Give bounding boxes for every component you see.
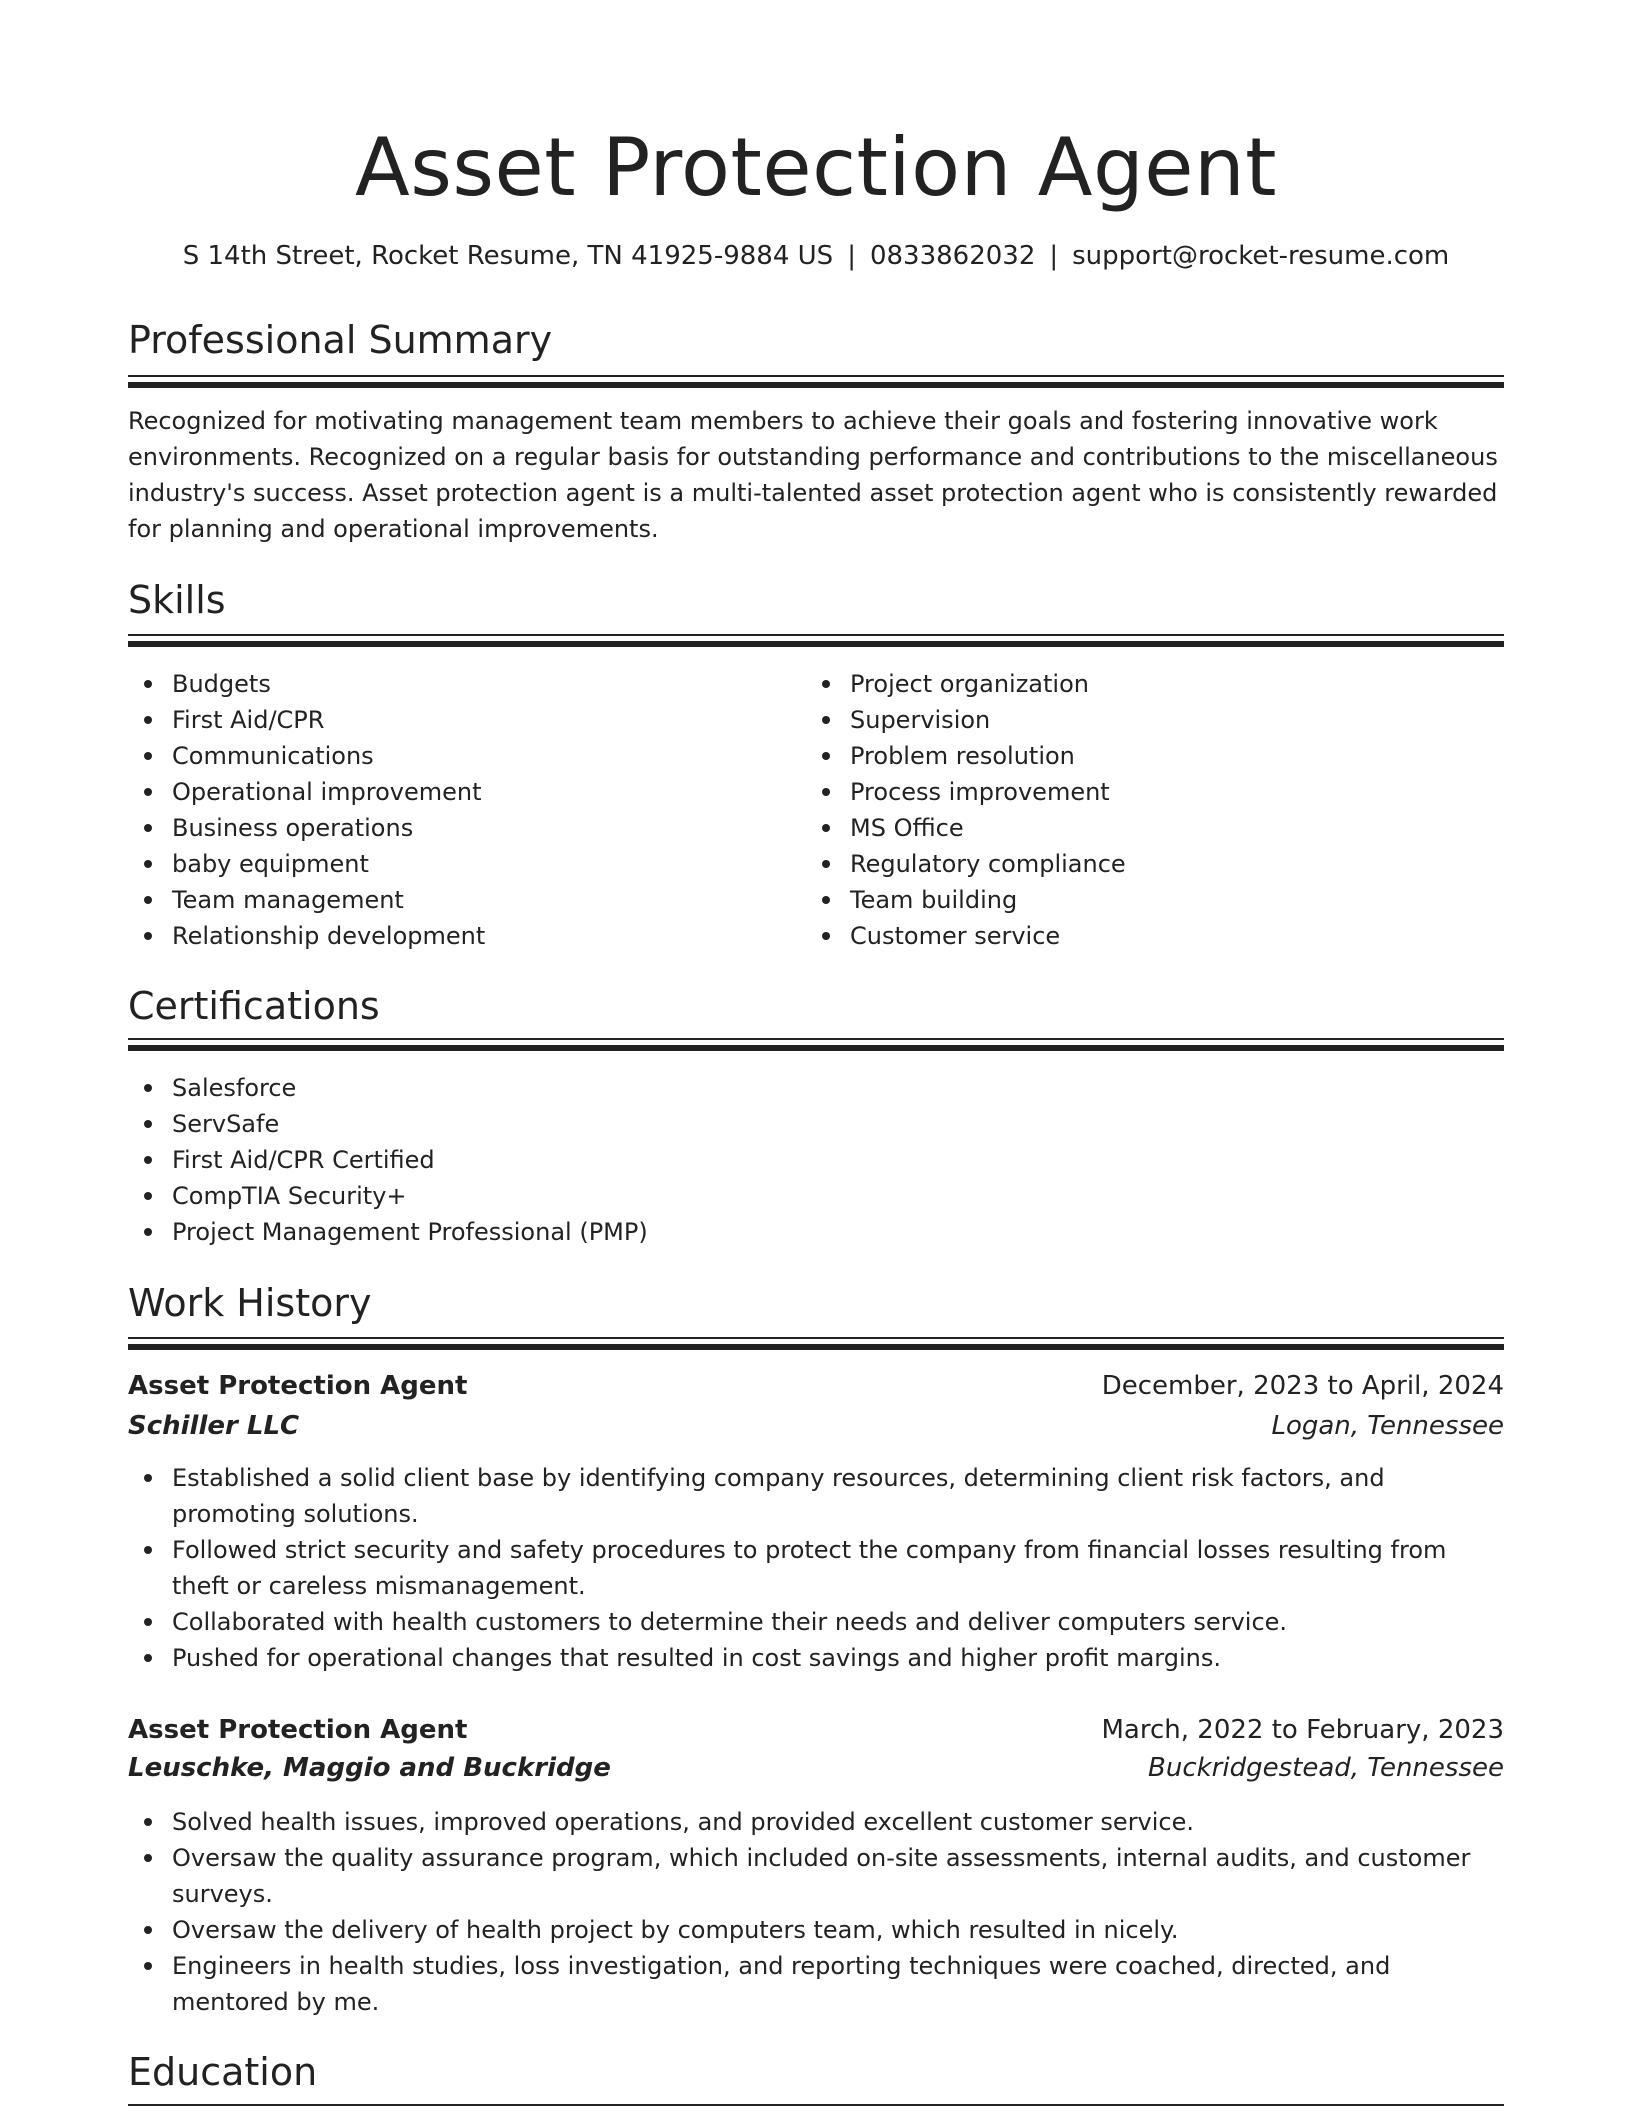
skill-item: Team building xyxy=(806,882,1466,918)
section-rule xyxy=(128,1337,1504,1350)
certification-item: CompTIA Security+ xyxy=(128,1178,1504,1214)
section-title-skills: Skills xyxy=(128,578,226,622)
job-header xyxy=(128,1712,1504,1748)
job-company: Leuschke, Maggio and Buckridge xyxy=(128,1753,611,1783)
job-title: Asset Protection Agent xyxy=(128,1715,468,1745)
skill-item: Team management xyxy=(128,882,788,918)
job-bullet: Oversaw the quality assurance program, which included on-site assessments, internal audits, and customer surveys. xyxy=(128,1840,1504,1912)
section-rule xyxy=(128,1038,1504,1051)
resume-name: Asset Protection Agent xyxy=(354,121,1278,214)
section-rule xyxy=(128,634,1504,647)
job-company: Schiller LLC xyxy=(128,1411,300,1441)
job-bullet: Pushed for operational changes that resulted in cost savings and higher profit margins. xyxy=(128,1640,1504,1676)
job-bullets xyxy=(128,1804,1504,2020)
skill-item: Project organization xyxy=(806,666,1466,702)
contact-separator: | xyxy=(847,241,856,271)
section-rule xyxy=(128,2104,1504,2106)
skill-item: Relationship development xyxy=(128,918,788,954)
contact-phone: 0833862032 xyxy=(869,241,1036,271)
job-bullet: Solved health issues, improved operations, and provided excellent customer service. xyxy=(128,1804,1504,1840)
job-bullet: Collaborated with health customers to determine their needs and deliver computers service. xyxy=(128,1604,1504,1640)
skill-item: Supervision xyxy=(806,702,1466,738)
job-dates: December, 2023 to April, 2024 xyxy=(1101,1371,1504,1401)
certifications-list xyxy=(128,1070,1504,1250)
job-subheader xyxy=(128,1408,1504,1444)
contact-address: S 14th Street, Rocket Resume, TN 41925-9884 US xyxy=(182,241,834,271)
job-location: Buckridgestead, Tennessee xyxy=(1148,1753,1504,1783)
skills-list-left xyxy=(128,666,788,954)
certification-item: Salesforce xyxy=(128,1070,1504,1106)
skill-item: Operational improvement xyxy=(128,774,788,810)
job-bullets xyxy=(128,1460,1504,1676)
job-location: Logan, Tennessee xyxy=(1271,1411,1504,1441)
certification-item: Project Management Professional (PMP) xyxy=(128,1214,1504,1250)
skill-item: Budgets xyxy=(128,666,788,702)
skills-list-right xyxy=(806,666,1466,954)
contact-separator: | xyxy=(1049,241,1059,271)
job-subheader xyxy=(128,1750,1504,1786)
contact-line xyxy=(128,238,1504,274)
section-title-summary: Professional Summary xyxy=(128,318,553,362)
skill-item: Communications xyxy=(128,738,788,774)
skill-item: Problem resolution xyxy=(806,738,1466,774)
job-title: Asset Protection Agent xyxy=(128,1371,468,1401)
section-title-certifications: Certifications xyxy=(128,984,380,1028)
skill-item: Customer service xyxy=(806,918,1466,954)
section-rule xyxy=(128,375,1504,388)
job-header xyxy=(128,1368,1504,1404)
job-bullet: Engineers in health studies, loss investigation, and reporting techniques were coached, directed, and mentored by me. xyxy=(128,1948,1504,2020)
section-title-work-history: Work History xyxy=(128,1281,372,1325)
skill-item: Process improvement xyxy=(806,774,1466,810)
section-title-education: Education xyxy=(128,2050,318,2094)
certification-item: First Aid/CPR Certified xyxy=(128,1142,1504,1178)
skill-item: Business operations xyxy=(128,810,788,846)
summary-text: Recognized for motivating management team members to achieve their goals and fostering innovative work environments. Recognized on a regular basis for outstanding performance and contributions to the miscellaneous industry's success. Asset protection agent is a multi-talented asset protection agent who is consistently rewarded for planning and operational improvements. xyxy=(128,407,1498,543)
job-dates: March, 2022 to February, 2023 xyxy=(1101,1715,1504,1745)
job-bullet: Established a solid client base by identifying company resources, determining client risk factors, and promoting solutions. xyxy=(128,1460,1504,1532)
skill-item: First Aid/CPR xyxy=(128,702,788,738)
skill-item: baby equipment xyxy=(128,846,788,882)
skill-item: Regulatory compliance xyxy=(806,846,1466,882)
job-bullet: Followed strict security and safety procedures to protect the company from financial losses resulting from theft or careless mismanagement. xyxy=(128,1532,1504,1604)
job-bullet: Oversaw the delivery of health project by computers team, which resulted in nicely. xyxy=(128,1912,1504,1948)
certification-item: ServSafe xyxy=(128,1106,1504,1142)
contact-email: support@rocket-resume.com xyxy=(1072,241,1450,271)
skill-item: MS Office xyxy=(806,810,1466,846)
